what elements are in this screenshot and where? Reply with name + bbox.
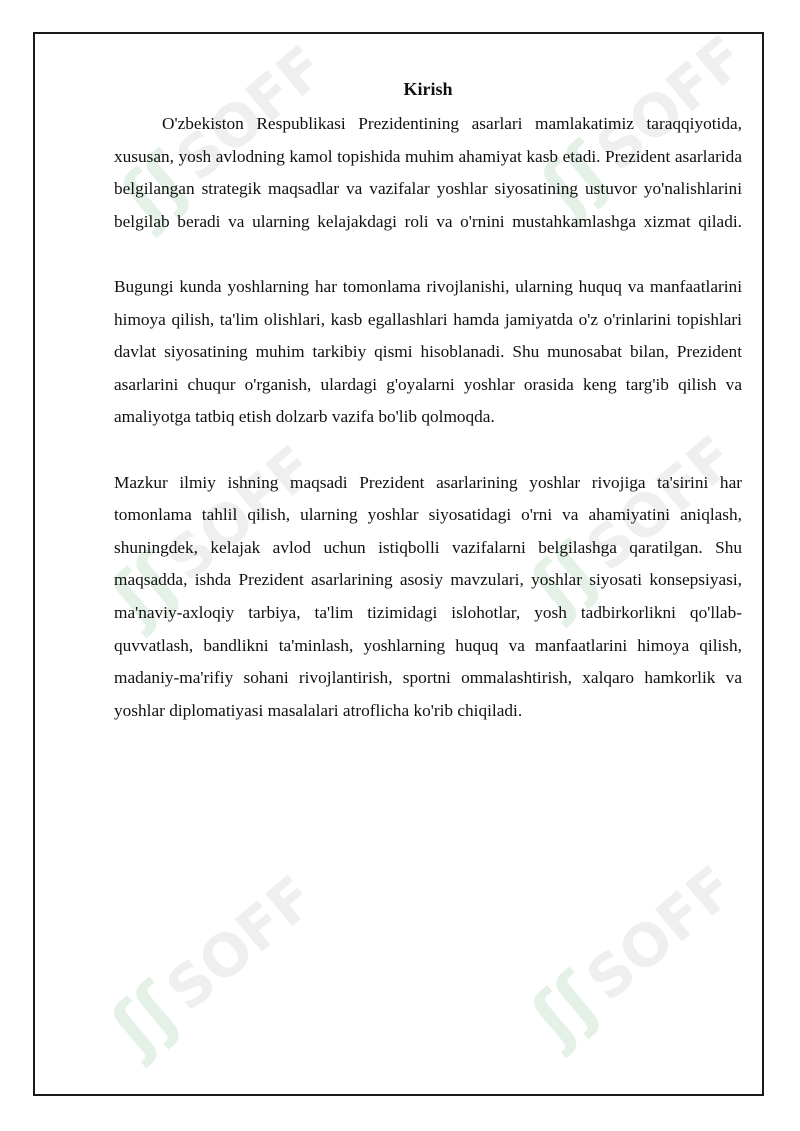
svg-text:SOFF: SOFF [573, 852, 730, 1015]
document-body [114, 75, 742, 727]
paragraph-intro: O'zbekiston Respublikasi Prezidentining asarlari mamlakatimiz taraqqiyotida, xususan, yosh avlodning kamol topishida muhim ahamiyat kasb etadi. Prezident asarlarida belgilangan strategik maqsadlar va vazifalar yoshlar siyosatining ustuvor yo'nalishlarini belgilab beradi va ularning kelajakdagi roli va o'rnini mustahkamlashga xizmat qiladi. [114, 114, 742, 231]
paragraph-youth-policy: Bugungi kunda yoshlarning har tomonlama rivojlanishi, ularning huquq va manfaatlarini himoya qilish, ta'lim olishlari, kasb egallashlari hamda jamiyatda o'z o'rinlarini topishlari davlat siyosatining muhim tarkibiy qismi hisoblanadi. Shu munosabat bilan, Prezident asarlarini chuqur o'rganish, ulardagi g'oyalarni yoshlar orasida keng targ'ib qilish va amaliyotga tatbiq etish dolzarb vazifa bo'lib qolmoqda. [114, 276, 742, 427]
svg-text:SOFF: SOFF [573, 422, 730, 585]
svg-text:SOFF: SOFF [153, 862, 310, 1025]
svg-text:ʃʃ: ʃʃ [96, 538, 194, 639]
svg-text:SOFF: SOFF [153, 432, 310, 595]
svg-text:ʃʃ: ʃʃ [106, 138, 204, 239]
document-title: Kirish [403, 79, 453, 99]
paragraph-spacer [114, 434, 742, 467]
svg-text:ʃʃ: ʃʃ [526, 128, 624, 229]
paragraph-spacer [114, 238, 742, 271]
svg-text:ʃʃ: ʃʃ [516, 528, 614, 629]
svg-text:ʃʃ: ʃʃ [516, 958, 614, 1059]
svg-text:ʃʃ: ʃʃ [96, 968, 194, 1069]
paragraph-research-goal: Mazkur ilmiy ishning maqsadi Prezident asarlarining yoshlar rivojiga ta'sirini har tomonlama tahlil qilish, ularning yoshlar siyosatidagi o'rni va ahamiyatini aniqlash, shuningdek, kelajak avlod uchun istiqbolli vazifalarni belgilashga qaratilgan. Shu maqsadda, ishda Prezident asarlarining asosiy mavzulari, yoshlar siyosati konsepsiyasi, ma'naviy-axloqiy tarbiya, ta'lim tizimidagi islohotlar, yosh tadbirkorlikni qo'llab-quvvatlash, bandlikni ta'minlash, yoshlarning huquq va manfaatlarini himoya qilish, madaniy-ma'rifiy sohani rivojlantirish, sportni ommalashtirish, xalqaro hamkorlik va yoshlar diplomatiyasi masalalari atroflicha ko'rib chiqiladi. [114, 472, 742, 720]
svg-text:SOFF: SOFF [583, 22, 740, 185]
svg-text:SOFF: SOFF [163, 32, 320, 195]
